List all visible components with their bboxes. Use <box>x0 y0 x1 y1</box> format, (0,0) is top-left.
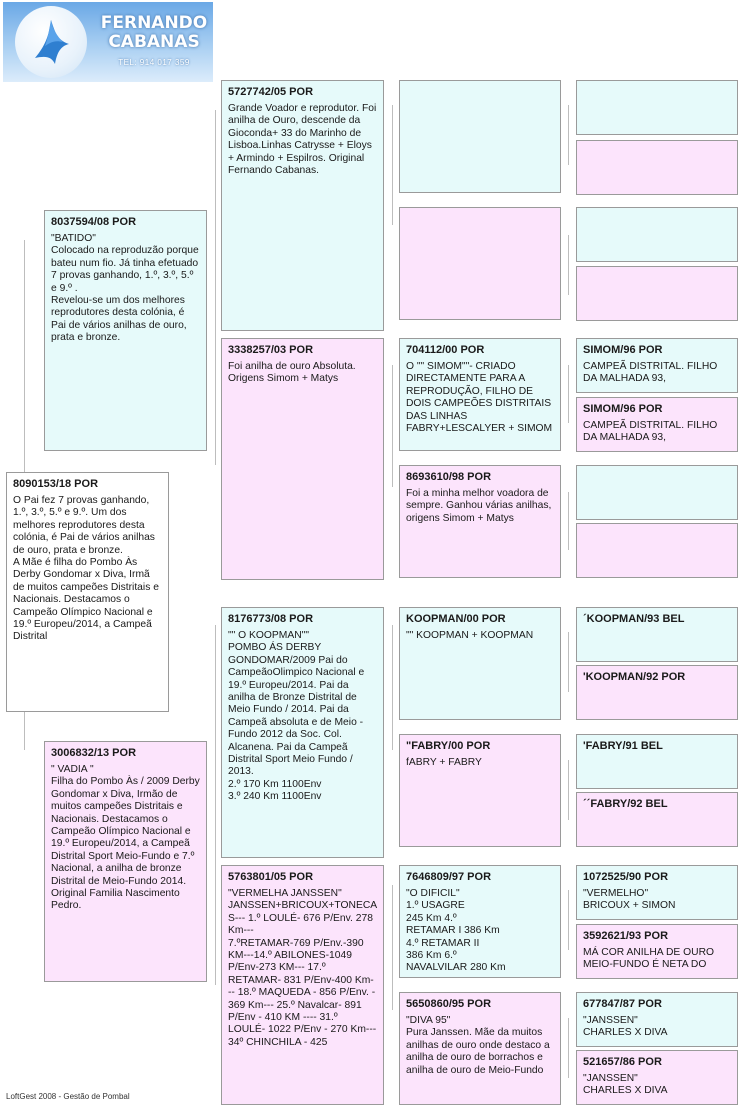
ancestor-card-empty <box>576 465 738 520</box>
ancestor-card <box>399 465 561 578</box>
connector-line <box>24 712 25 750</box>
ring-number: SIMOM/96 POR <box>583 344 663 356</box>
ancestor-card-empty <box>576 80 738 135</box>
logo-title-line2: CABANAS <box>108 32 200 52</box>
pigeon-description: fABRY + FABRY <box>406 757 482 768</box>
ancestor-card-empty <box>576 140 738 195</box>
ancestor-card <box>576 992 738 1047</box>
breeder-logo <box>3 2 213 82</box>
pigeon-description: "" KOOPMAN + KOOPMAN <box>406 630 534 641</box>
pigeon-description: "JANSSEN" CHARLES X DIVA <box>583 1015 668 1039</box>
ancestor-card <box>576 734 738 789</box>
ring-number: ´KOOPMAN/93 BEL <box>583 613 685 625</box>
pigeon-description: Foi a minha melhor voadora de sempre. Ganhou várias anilhas, origens Simom + Matys <box>406 488 552 524</box>
ancestor-card-empty <box>576 266 738 321</box>
pigeon-description: " VADIA " Filha do Pombo Às / 2009 Derby Gondomar x Diva, Irmão de muitos campeões Distritais e Nacionais. Destacamos o Campeão Olímpico Nacional e 19.º Europeu/2014, a Campeã Distrital Sport Meio-Fundo e 7.º Nacional, a anilha de bronze Distrital de Meio-Fundo 2014. Original Familia Nascimento Pedro. <box>51 764 200 912</box>
ring-number: 521657/86 POR <box>583 1056 662 1068</box>
ring-number: 5727742/05 POR <box>228 86 314 98</box>
ring-number: ´´FABRY/92 BEL <box>583 798 668 810</box>
ring-number: 8176773/08 POR <box>228 613 314 625</box>
ancestor-card <box>399 338 561 451</box>
footer-credit: LoftGest 2008 - Gestão de Pombal <box>6 1092 130 1101</box>
connector-line <box>568 890 569 950</box>
ancestor-card <box>576 607 738 662</box>
ring-number: 7646809/97 POR <box>406 871 492 883</box>
ancestor-card <box>576 397 738 452</box>
connector-line <box>568 105 569 165</box>
ancestor-card <box>399 865 561 978</box>
connector-line <box>392 885 393 1010</box>
pigeon-description: "O DIFICIL" 1.º USAGRE 245 Km 4.º RETAMAR I 386 Km 4.º RETAMAR II 386 Km 6.º NAVALVILAR 280 Km <box>406 888 506 974</box>
ancestor-card <box>576 338 738 393</box>
pigeon-description: "" O KOOPMAN"" POMBO ÁS DERBY GONDOMAR/2009 Pai do CampeãoOlimpico Nacional e 19.º Europeu/2014. Pai da anilha de Bronze Distrital de Meio Fundo / 2014. Pai da Campeã absoluta e de Meio - Fundo 2012 da Soc. Col. Alcanena. Pai da Campeã Distrital Sport Meio Fundo / 2013. 2.º 170 Km 1100Env 3.º 240 Km 1100Env <box>228 630 365 803</box>
ring-number: 677847/87 POR <box>583 998 662 1010</box>
connector-line <box>215 625 216 985</box>
pigeon-description: CAMPEÃ DISTRITAL. FILHO DA MALHADA 93, <box>583 420 718 444</box>
ring-number: 8037594/08 POR <box>51 216 137 228</box>
ring-number: 1072525/90 POR <box>583 871 669 883</box>
ancestor-card <box>576 1050 738 1105</box>
ancestor-card-empty <box>576 207 738 262</box>
ancestor-card <box>399 734 561 847</box>
ancestor-card <box>576 865 738 920</box>
connector-line <box>392 625 393 750</box>
ring-number: SIMOM/96 POR <box>583 403 663 415</box>
ring-number: 704112/00 POR <box>406 344 485 356</box>
grandsire-dam-side-card <box>221 607 384 858</box>
granddam-sire-side-card <box>221 338 384 580</box>
ancestor-card-empty <box>576 523 738 578</box>
ring-number: KOOPMAN/00 POR <box>406 613 506 625</box>
ring-number: 'FABRY/91 BEL <box>583 740 663 752</box>
ancestor-card <box>576 924 738 979</box>
pigeon-description: O "" SIMOM""- CRIADO DIRECTAMENTE PARA A REPRODUÇÃO, FILHO DE DOIS CAMPEÕES DISTRITAIS DAS LINHAS FABRY+LESCALYER + SIMOM <box>406 361 553 435</box>
connector-line <box>568 760 569 820</box>
connector-line <box>568 365 569 423</box>
pigeon-description: "VERMELHO" BRICOUX + SIMON <box>583 888 676 912</box>
connector-line <box>215 110 216 465</box>
pigeon-card <box>6 472 169 712</box>
ring-number: "FABRY/00 POR <box>406 740 491 752</box>
connector-line <box>24 240 25 472</box>
connector-line <box>568 1018 569 1078</box>
ring-number: 3338257/03 POR <box>228 344 314 356</box>
connector-line <box>568 632 569 692</box>
granddam-dam-side-card <box>221 865 384 1105</box>
pigeon-description: CAMPEÃ DISTRITAL. FILHO DA MALHADA 93, <box>583 361 718 385</box>
grandsire-sire-side-card <box>221 80 384 331</box>
logo-phone: TEL: 914 017 359 <box>118 58 190 67</box>
ancestor-card <box>576 665 738 720</box>
logo-title <box>99 14 209 52</box>
ancestor-card <box>399 992 561 1105</box>
bird-emblem <box>15 6 87 78</box>
connector-line <box>392 105 393 225</box>
pigeon-description: Foi anilha de ouro Absoluta. Origens Simom + Matys <box>228 361 356 385</box>
ring-number: 8090153/18 POR <box>13 478 99 490</box>
bird-icon <box>15 6 87 78</box>
ring-number: 'KOOPMAN/92 POR <box>583 671 686 683</box>
pigeon-description: "DIVA 95" Pura Janssen. Mãe da muitos anilhas de ouro onde destaco a anilha de ouro de borrachos e anilha de ouro de Meio-Fundo <box>406 1015 550 1076</box>
ancestor-card <box>399 607 561 720</box>
sire-card <box>44 210 207 451</box>
connector-line <box>568 235 569 295</box>
ring-number: 3592621/93 POR <box>583 930 669 942</box>
ancestor-card-empty <box>399 207 561 320</box>
dam-card <box>44 741 207 982</box>
ring-number: 5763801/05 POR <box>228 871 314 883</box>
ring-number: 5650860/95 POR <box>406 998 492 1010</box>
logo-title-line1: FERNANDO <box>100 13 208 33</box>
ring-number: 3006832/13 POR <box>51 747 137 759</box>
ancestor-card-empty <box>399 80 561 193</box>
connector-line <box>392 365 393 487</box>
pigeon-description: MÁ COR ANILHA DE OURO MEIO-FUNDO É NETA DO <box>583 947 715 971</box>
pigeon-description: "VERMELHA JANSSEN" JANSSEN+BRICOUX+TONECA S--- 1.º LOULÉ- 676 P/Env. 278 Km--- 7.ºRETAMAR-769 P/Env.-390 KM---14.º ABILONES-1049 P/Env-273 KM--- 17.º RETAMAR- 831 P/Env-400 Km--- 18.º MAQUEDA - 856 P/Env. - 369 Km--- 25.º Navalcar- 891 P/Env - 410 KM ---- 31.º LOULÉ- 1022 P/Env - 270 Km--- 34º CHINCHILA - 425 <box>228 888 377 1048</box>
pigeon-description: O Pai fez 7 provas ganhando, 1.º, 3.º, 5.º e 9.º. Um dos melhores reprodutores desta colónia, é Pai de vários anilhas de ouro, prata e bronze. A Mãe é filha do Pombo Às Derby Gondomar x Diva, Irmã de muitos campeões Distritais e Nacionais. Destacamos o Campeão Olímpico Nacional e 19.º Europeu/2014, a Campeã Distrital <box>13 495 159 643</box>
pigeon-description: "JANSSEN" CHARLES X DIVA <box>583 1073 668 1097</box>
ancestor-card <box>576 792 738 847</box>
ring-number: 8693610/98 POR <box>406 471 492 483</box>
pigeon-description: Grande Voador e reprodutor. Foi anilha de Ouro, descende da Gioconda+ 33 do Marinho de Lisboa.Linhas Catrysse + Eloys + Armindo + Espilros. Original Fernando Cabanas. <box>228 103 377 177</box>
connector-line <box>568 492 569 550</box>
pigeon-description: "BATIDO" Colocado na reproduzão porque bateu num fio. Já tinha efetuado 7 provas ganhando, 1.º, 3.º, 5.º e 9.º . Revelou-se um dos melhores reprodutores desta colónia, é Pai de vários anilhas de ouro, prata e bronze. <box>51 233 199 344</box>
